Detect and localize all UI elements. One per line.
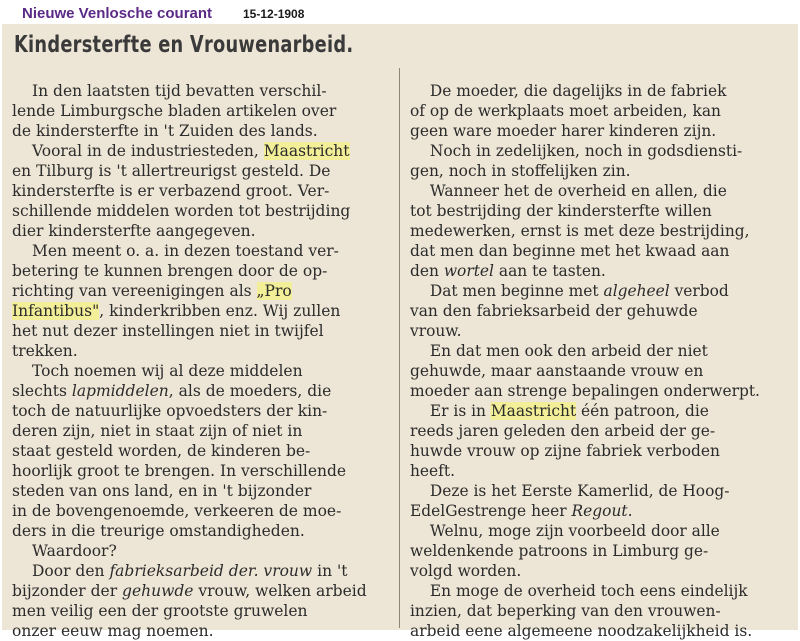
text-segment: . <box>627 502 633 520</box>
text-segment: deren zijn, niet in staat zijn of niet in <box>12 422 303 440</box>
article-line <box>12 161 392 181</box>
text-segment: in 't <box>312 562 348 580</box>
article-title: Kindersterfte en Vrouwenarbeid. <box>14 32 354 58</box>
text-segment: en Tilburg is 't allertreurigst gesteld. De <box>12 162 331 180</box>
text-segment: betering te kunnen brengen door de op- <box>12 262 328 280</box>
article-line <box>12 241 392 261</box>
article-line <box>12 361 392 381</box>
text-segment: van den fabrieksarbeid der gehuwde <box>410 302 698 320</box>
article-line <box>410 201 788 221</box>
text-segment: dat men dan beginne met het kwaad aan <box>410 242 730 260</box>
text-segment: Welnu, moge zijn voorbeeld door alle <box>429 522 720 540</box>
column-divider <box>399 68 400 628</box>
text-segment: aan te tasten. <box>493 262 606 280</box>
text-segment: moeder aan strenge bepalingen onderwerpt. <box>410 382 760 400</box>
article-line <box>410 481 788 501</box>
article-line <box>12 401 392 421</box>
text-segment: volgd worden. <box>410 562 522 580</box>
italic-text: Regout <box>571 502 628 520</box>
text-segment: dier kindersterfte aangegeven. <box>12 222 256 240</box>
article-line <box>410 281 788 301</box>
article-line <box>12 81 392 101</box>
article-line <box>410 621 788 641</box>
text-segment: In den laatsten tijd bevatten verschil- <box>32 82 327 100</box>
text-segment: arbeid eene algemeene noodzakelijkheid is. <box>410 622 753 640</box>
text-segment: verbod <box>669 282 729 300</box>
text-segment: Vooral in de industriesteden, <box>32 142 264 160</box>
article-line <box>12 561 392 581</box>
text-segment: kindersterfte is er verbazend groot. Ver- <box>12 182 330 200</box>
article-line <box>12 181 392 201</box>
article-line <box>410 321 788 341</box>
text-segment: lende Limburgsche bladen artikelen over <box>12 102 337 120</box>
highlighted-term: Infantibus" <box>12 302 100 320</box>
text-segment: vrouw. <box>410 322 462 340</box>
text-segment: Waardoor? <box>32 542 117 560</box>
text-segment: den <box>410 262 444 280</box>
text-segment: toch de natuurlijke opvoedsters der kin- <box>12 402 328 420</box>
article-line <box>12 441 392 461</box>
text-segment: Dat men beginne met <box>429 282 604 300</box>
text-segment: de kindersterfte in 't Zuiden des lands. <box>12 122 318 140</box>
italic-text: fabrieksarbeid der. vrouw <box>109 562 313 580</box>
article-line <box>12 341 392 361</box>
italic-text: wortel <box>443 262 494 280</box>
text-segment: geen ware moeder harer kinderen zijn. <box>410 122 717 140</box>
article-line <box>410 261 788 281</box>
text-segment: gen, noch in stoffelijken zin. <box>410 162 631 180</box>
article-line <box>12 121 392 141</box>
article-line <box>12 461 392 481</box>
article-line <box>410 521 788 541</box>
article-line <box>12 281 392 301</box>
article-line <box>410 301 788 321</box>
text-segment: slechts <box>12 382 72 400</box>
text-segment: De moeder, die dagelijks in de fabriek <box>429 82 727 100</box>
article-line <box>12 141 392 161</box>
article-line <box>410 381 788 401</box>
article-line <box>410 601 788 621</box>
article-line <box>12 541 392 561</box>
article-line <box>12 421 392 441</box>
article-line <box>410 581 788 601</box>
text-segment: richting van vereenigingen als <box>12 282 257 300</box>
text-segment: tot bestrijding der kindersterfte willen <box>410 202 712 220</box>
article-line <box>12 601 392 621</box>
text-segment: Toch noemen wij al deze middelen <box>32 362 303 380</box>
publication-date: 15-12-1908 <box>243 7 305 21</box>
article-line <box>12 301 392 321</box>
article-column-left <box>12 81 392 641</box>
article-line <box>12 201 392 221</box>
article-line <box>12 621 392 641</box>
text-segment: EdelGestrenge heer <box>410 502 572 520</box>
article-line <box>410 421 788 441</box>
article-line <box>410 221 788 241</box>
text-segment: Wanneer het de overheid en allen, die <box>429 182 727 200</box>
text-segment: vrouw, welken arbeid <box>193 582 367 600</box>
italic-text: gehuwde <box>122 582 194 600</box>
text-segment: Men meent o. a. in dezen toestand ver- <box>32 242 339 260</box>
article-line <box>410 101 788 121</box>
text-segment: schillende middelen worden tot bestrijding <box>12 202 351 220</box>
article-line <box>12 381 392 401</box>
newspaper-name: Nieuwe Venlosche courant <box>22 5 213 22</box>
highlighted-term: Maastricht <box>490 402 577 420</box>
article-line <box>410 341 788 361</box>
text-segment: of op de werkplaats moet arbeiden, kan <box>410 102 721 120</box>
text-segment: Deze is het Eerste Kamerlid, de Hoog- <box>429 482 730 500</box>
article-line <box>410 461 788 481</box>
text-segment: Door den <box>32 562 110 580</box>
text-segment: , als de moeders, die <box>168 382 332 400</box>
clipping-header <box>0 0 800 26</box>
text-segment: staat gesteld worden, de kinderen be- <box>12 442 311 460</box>
text-segment: ders in die treurige omstandigheden. <box>12 522 305 540</box>
text-segment: Er is in <box>429 402 491 420</box>
article-line <box>410 121 788 141</box>
article-column-right <box>410 81 790 641</box>
text-segment: inzien, dat beperking van den vrouwen- <box>410 602 721 620</box>
text-segment: reeds jaren geleden den arbeid der ge- <box>410 422 716 440</box>
text-segment: weldenkende patroons in Limburg ge- <box>410 542 709 560</box>
article-line <box>12 101 392 121</box>
text-segment: huwde vrouw op zijne fabriek verboden <box>410 442 721 460</box>
italic-text: algeheel <box>603 282 670 300</box>
text-segment: onzer eeuw mag noemen. <box>12 622 214 640</box>
article-line <box>410 241 788 261</box>
article-line <box>410 441 788 461</box>
article-line <box>12 321 392 341</box>
text-segment: En dat men ook den arbeid der niet <box>429 342 708 360</box>
article-line <box>410 181 788 201</box>
text-segment: heeft. <box>410 462 456 480</box>
text-segment: Noch in zedelijken, noch in godsdiensti- <box>429 142 743 160</box>
text-segment: het nut dezer instellingen niet in twijfel <box>12 322 324 340</box>
text-segment: En moge de overheid toch eens eindelijk <box>429 582 748 600</box>
newspaper-clipping <box>2 24 798 640</box>
text-segment: in de bovengenoemde, verkeeren de moe- <box>12 502 342 520</box>
text-segment: hoorlijk groot te brengen. In verschillende <box>12 462 347 480</box>
article-line <box>12 521 392 541</box>
article-line <box>410 501 788 521</box>
article-line <box>410 561 788 581</box>
article-line <box>410 81 788 101</box>
text-segment: men veilig een der grootste gruwelen <box>12 602 308 620</box>
article-line <box>410 141 788 161</box>
article-line <box>12 501 392 521</box>
text-segment: bijzonder der <box>12 582 123 600</box>
text-segment: , kinderkribben enz. Wij zullen <box>99 302 341 320</box>
text-segment: gehuwde, maar aanstaande vrouw en <box>410 362 704 380</box>
article-line <box>12 261 392 281</box>
article-line <box>12 481 392 501</box>
article-line <box>12 221 392 241</box>
text-segment: steden van ons land, en in 't bijzonder <box>12 482 312 500</box>
highlighted-term: „Pro <box>256 282 292 300</box>
article-line <box>410 541 788 561</box>
text-segment: één patroon, die <box>576 402 709 420</box>
text-segment: medewerken, ernst is met deze bestrijding, <box>410 222 750 240</box>
article-line <box>12 581 392 601</box>
highlighted-term: Maastricht <box>263 142 350 160</box>
article-line <box>410 161 788 181</box>
article-line <box>410 401 788 421</box>
text-segment: trekken. <box>12 342 78 360</box>
italic-text: lapmiddelen <box>71 382 169 400</box>
article-line <box>410 361 788 381</box>
